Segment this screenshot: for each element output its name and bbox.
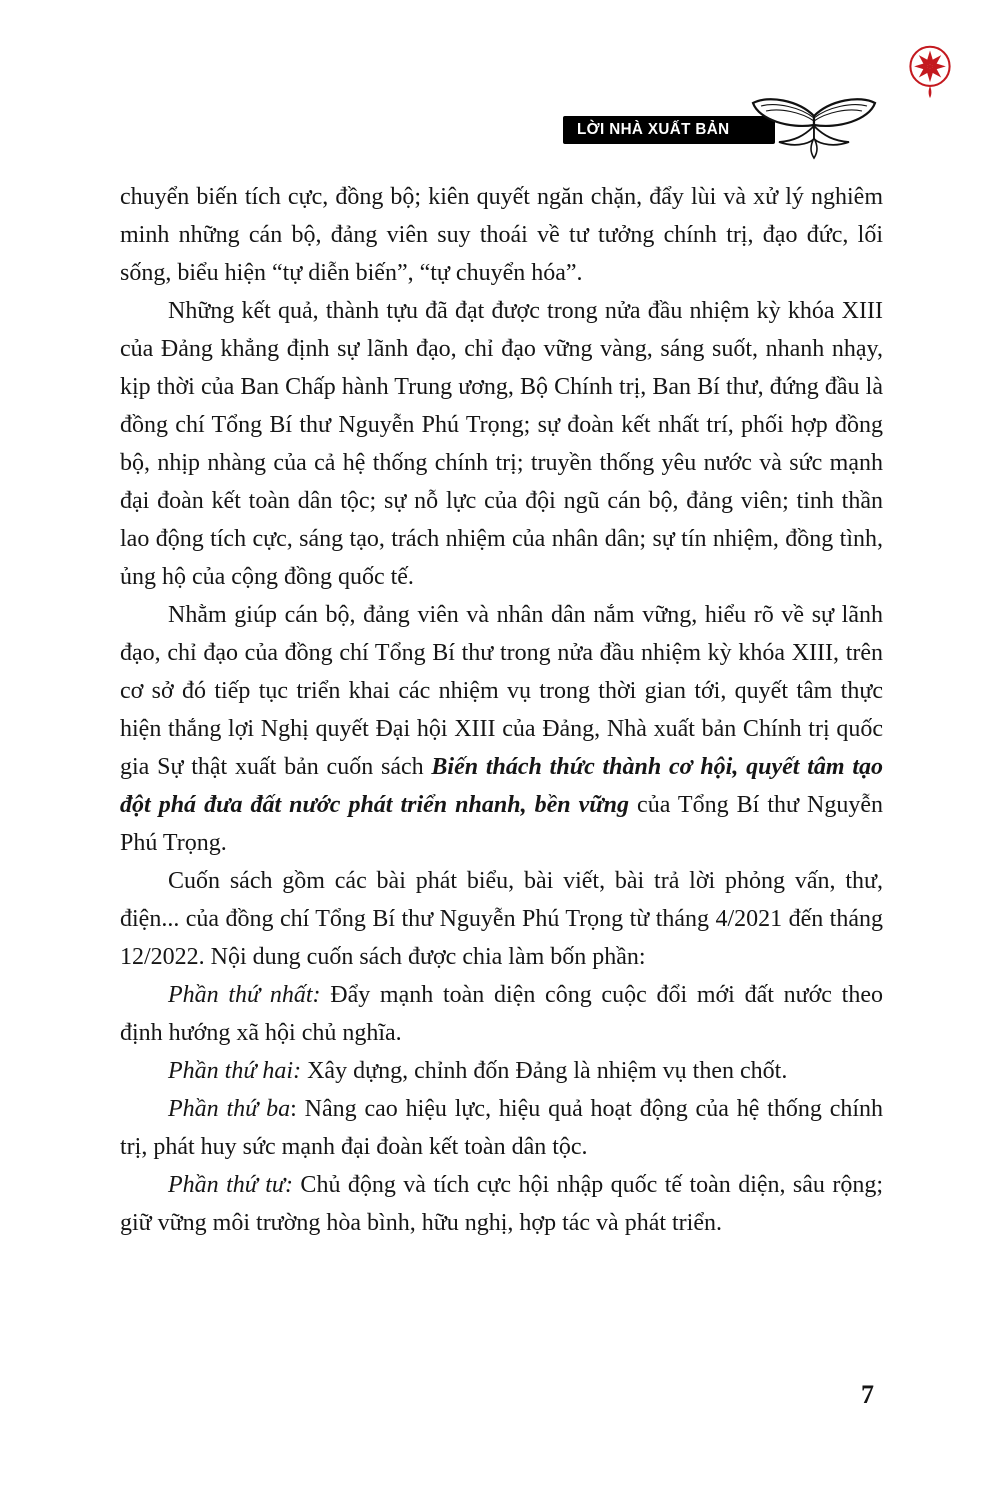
paragraph xyxy=(120,1052,883,1090)
text-run: Đẩy mạnh toàn diện công cuộc đổi mới đất nước theo định hướng xã hội chủ nghĩa. xyxy=(120,982,883,1046)
header-bar xyxy=(563,116,775,144)
paragraph xyxy=(120,1166,883,1242)
open-book-lotus-icon xyxy=(748,86,880,164)
text-run: Chủ động và tích cực hội nhập quốc tế toàn diện, sâu rộng; giữ vững môi trường hòa bình, hữu nghị, hợp tác và phát triển. xyxy=(120,1172,884,1236)
body-text xyxy=(120,178,883,1242)
paragraph xyxy=(120,292,883,596)
text-run: Phần thứ hai: xyxy=(168,1058,302,1084)
page-number: 7 xyxy=(861,1380,874,1409)
text-run: Xây dựng, chỉnh đốn Đảng là nhiệm vụ then chốt. xyxy=(301,1058,788,1084)
text-run: chuyển biến tích cực, đồng bộ; kiên quyết ngăn chặn, đẩy lùi và xử lý nghiêm minh những cán bộ, đảng viên suy thoái về tư tưởng chính trị, đạo đức, lối sống, biểu hiện “tự diễn biến”, “tự chuyển hóa”. xyxy=(120,184,883,286)
text-run: Biến thách thức thành cơ hội, quyết tâm tạo đột phá đưa đất nước phát triển nhanh, bền vững xyxy=(120,754,884,818)
header-title: LỜI NHÀ XUẤT BẢN xyxy=(577,121,730,138)
publisher-logo-icon xyxy=(902,40,958,102)
text-run: của Tổng Bí thư Nguyễn Phú Trọng. xyxy=(120,792,884,856)
text-run: Phần thứ ba xyxy=(168,1096,291,1122)
text-run: Những kết quả, thành tựu đã đạt được trong nửa đầu nhiệm kỳ khóa XIII của Đảng khẳng định sự lãnh đạo, chỉ đạo vững vàng, sáng suốt, nhanh nhạy, kịp thời của Ban Chấp hành Trung ương, Bộ Chính trị, Ban Bí thư, đứng đầu là đồng chí Tổng Bí thư Nguyễn Phú Trọng; sự đoàn kết nhất trí, phối hợp đồng bộ, nhịp nhàng của cả hệ thống chính trị; truyền thống yêu nước và sức mạnh đại đoàn kết toàn dân tộc; sự nỗ lực của đội ngũ cán bộ, đảng viên; tinh thần lao động tích cực, sáng tạo, trách nhiệm của nhân dân; sự tín nhiệm, đồng tình, ủng hộ của cộng đồng quốc tế. xyxy=(120,298,883,590)
text-run: Phần thứ tư: xyxy=(168,1172,294,1198)
paragraph xyxy=(120,1090,883,1166)
text-run: : Nâng cao hiệu lực, hiệu quả hoạt động của hệ thống chính trị, phát huy sức mạnh đại đoàn kết toàn dân tộc. xyxy=(120,1096,884,1160)
text-run: Nhằm giúp cán bộ, đảng viên và nhân dân nắm vững, hiểu rõ về sự lãnh đạo, chỉ đạo của đồng chí Tổng Bí thư trong nửa đầu nhiệm kỳ khóa XIII, trên cơ sở đó tiếp tục triển khai các nhiệm vụ trong thời gian tới, quyết tâm thực hiện thắng lợi Nghị quyết Đại hội XIII của Đảng, Nhà xuất bản Chính trị quốc gia Sự thật xuất bản cuốn sách xyxy=(120,602,883,780)
text-run: Cuốn sách gồm các bài phát biểu, bài viết, bài trả lời phỏng vấn, thư, điện... của đồng chí Tổng Bí thư Nguyễn Phú Trọng từ tháng 4/2021 đến tháng 12/2022. Nội dung cuốn sách được chia làm bốn phần: xyxy=(120,868,883,970)
paragraph xyxy=(120,178,883,292)
paragraph xyxy=(120,862,883,976)
paragraph xyxy=(120,976,883,1052)
text-run: Phần thứ nhất: xyxy=(168,982,321,1008)
paragraph xyxy=(120,596,883,862)
